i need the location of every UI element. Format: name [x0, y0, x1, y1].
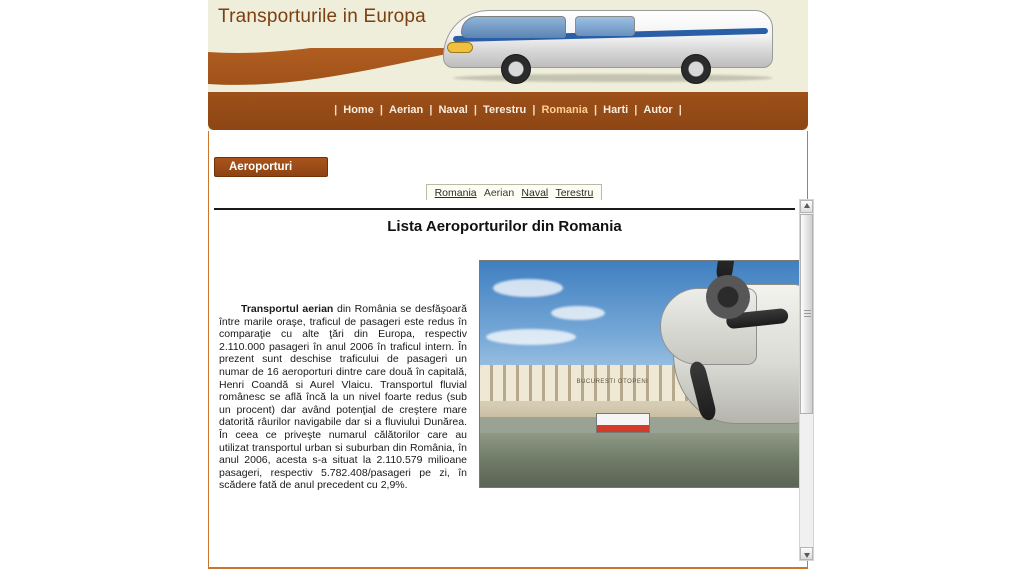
sub-nav: [426, 184, 602, 201]
subnav-item-terestru[interactable]: Terestru: [555, 186, 594, 199]
nav-sep: |: [593, 104, 598, 116]
photo-ground: [480, 433, 802, 487]
content-frame-bottom-border: [208, 567, 808, 569]
nav-item-romania[interactable]: Romania: [541, 104, 588, 116]
subnav-item-romania[interactable]: Romania: [434, 186, 477, 199]
nav-sep: |: [678, 104, 682, 116]
nav-sep: |: [532, 104, 536, 116]
nav-item-naval[interactable]: Naval: [438, 104, 468, 116]
nav-sep: |: [634, 104, 638, 116]
nav-item-home[interactable]: Home: [343, 104, 374, 116]
article-lead: Transportul aerian: [241, 303, 334, 315]
cloud-shape: [486, 329, 576, 345]
scrollbar-grip-icon: [804, 310, 811, 318]
scroll-up-arrow-icon: [804, 203, 810, 208]
bus-illustration: [423, 2, 788, 80]
nav-sep: |: [334, 104, 338, 116]
nav-sep: |: [429, 104, 433, 116]
scroll-down-button[interactable]: [800, 547, 813, 560]
nav-item-autor[interactable]: Autor: [643, 104, 673, 116]
propeller-hub: [706, 275, 750, 319]
article-body: din România se desfăşoară între marile oraşe, traficul de pasageri este redus în comparaţie cu alte ţări din Europa, respectiv 2.110.000 pasageri în anul 2006 în traficul intern. În prezent sunt deschise traficului de pasageri un numar de 16 aeroporturi dintre care două în capitală, Henri Coandă si Aurel Vlaicu. Transportul fluvial românesc se află încă la un nivel foarte redus (sub un procent) dar având potenţial de creştere mare datorită râurilor navigabile dar si a fluviului Dunărea. În ceea ce priveşte numarul călătorilor care au utilizat transportul urban si suburban din România, în anul 2006, acesta s-a situat la 2.110.579 milioane pasageri, respectiv 5.782.408/pasageri pe zi, în scădere fată de anul precedent cu 2,9%.: [219, 303, 467, 492]
section-tab-aeroporturi[interactable]: Aeroporturi: [214, 157, 328, 177]
main-nav: [208, 104, 808, 116]
shuttle-bus: [596, 413, 650, 433]
cloud-shape: [493, 279, 563, 297]
nav-sep: |: [379, 104, 383, 116]
airport-photo: [479, 260, 803, 488]
subnav-item-naval[interactable]: Naval: [521, 186, 549, 199]
content-scrollbar[interactable]: [799, 199, 814, 561]
page-title: Lista Aeroporturilor din Romania: [387, 218, 622, 235]
page-margin-right: [816, 0, 1024, 575]
nav-item-aerian[interactable]: Aerian: [389, 104, 424, 116]
nav-item-harti[interactable]: Harti: [603, 104, 629, 116]
nav-item-terestru[interactable]: Terestru: [483, 104, 527, 116]
article-content: [214, 200, 814, 560]
scroll-up-button[interactable]: [800, 200, 813, 213]
nav-sep: |: [473, 104, 477, 116]
site-title: Transporturile in Europa: [218, 6, 426, 27]
subnav-item-aerian[interactable]: Aerian: [483, 186, 515, 199]
photo-caption: BUCURESTI OTOPENI: [576, 378, 649, 385]
scroll-down-arrow-icon: [804, 553, 810, 558]
scrollbar-thumb[interactable]: [800, 214, 813, 414]
article-paragraph: [219, 303, 467, 492]
page-margin-left: [0, 0, 208, 575]
title-divider: [214, 208, 795, 210]
